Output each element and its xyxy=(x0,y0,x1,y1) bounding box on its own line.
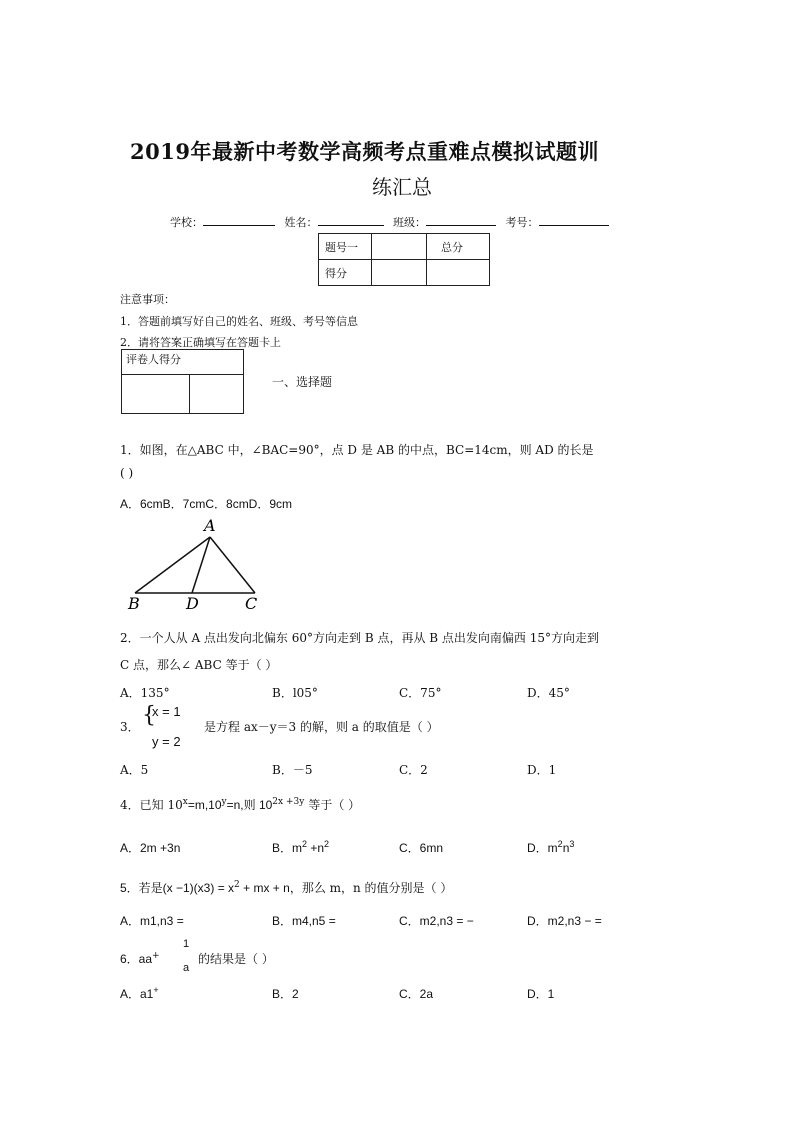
vertex-label-c: C xyxy=(245,594,258,613)
grader-table xyxy=(121,349,244,414)
q2-option-b: B．l05° xyxy=(272,686,318,700)
side-ab xyxy=(135,537,210,593)
notes-heading: 注意事项： xyxy=(120,293,175,306)
q6-option-a: A．a1+ xyxy=(120,985,159,1001)
total-header: 总分 xyxy=(427,234,490,260)
q5-text: 5．若是$(x -1)(x3) = x^2$ + mx + n，那么 m，n 的值分别是（ ） xyxy=(120,880,453,895)
grader-label: 评卷人得分 xyxy=(122,350,190,375)
name-label: 姓名： xyxy=(284,216,318,229)
vertex-label-b: B xyxy=(128,594,140,613)
q5-option-d: D．m2,n3 − = xyxy=(527,914,602,928)
note-2: 2．请将答案正确填写在答题卡上 xyxy=(120,336,281,349)
segment-ad xyxy=(192,537,210,593)
score-table: 题号一 总分 得分 xyxy=(318,233,490,286)
class-field[interactable] xyxy=(426,215,496,226)
q6-fraction-denominator: a xyxy=(183,962,190,974)
q5-option-a: A．m1,n3 = xyxy=(120,914,184,928)
q4-option-a: A．2m +3n xyxy=(120,841,181,855)
q3-text: 是方程 ax－y＝3 的解，则 a 的取值是（ ） xyxy=(204,720,439,734)
q5-option-c: C．m2,n3 = − xyxy=(399,914,474,928)
q3-option-b: B．－5 xyxy=(272,763,313,777)
q3-number: 3． xyxy=(120,720,140,734)
q4-option-d: D．$m^2n^3$ xyxy=(527,839,575,855)
page-title: 2019年最新中考数学高频考点重难点模拟试题训 xyxy=(130,139,599,164)
q3-option-a: A．5 xyxy=(120,763,149,777)
page-title-line2: 练汇总 xyxy=(372,175,432,199)
side-ac xyxy=(210,537,255,593)
info-line xyxy=(170,214,609,230)
q2-line1: 2．一个人从 A 点出发向北偏东 60°方向走到 B 点，再从 B 点出发向南偏西 15°方向走到 xyxy=(120,631,599,645)
number-field[interactable] xyxy=(539,215,609,226)
q4-option-b: B．$m^2 +n^2$ xyxy=(272,839,330,855)
q1-paren: ( ) xyxy=(120,466,134,480)
number-label: 考号： xyxy=(505,216,539,229)
q2-line2: C 点，那么∠ ABC 等于（ ） xyxy=(120,658,278,672)
score-row-label: 得分 xyxy=(319,260,372,286)
school-label: 学校： xyxy=(170,216,203,229)
q5-option-b: B．m4,n5 = xyxy=(272,914,336,928)
q6-option-b: B．2 xyxy=(272,987,299,1001)
score-cell[interactable] xyxy=(372,234,427,260)
q1-text: 1．如图，在△ABC 中，∠BAC=90°，点 D 是 AB 的中点，BC=14cm，则 AD 的长是 xyxy=(120,443,594,457)
q1-options: A．6cmB．7cmC．8cmD．9cm xyxy=(120,497,293,511)
q4-text: 4．已知 $10^x=m,10^y=n$,则 $10^{2x +3y}$ 等于（ ） xyxy=(120,797,361,812)
q6-text: 6．aa+ xyxy=(120,951,160,966)
score-table-header: 题号 xyxy=(325,240,347,254)
score-value-cell[interactable] xyxy=(372,260,427,286)
school-field[interactable] xyxy=(203,215,275,226)
name-field[interactable] xyxy=(318,215,384,226)
q6-option-c: C．2a xyxy=(399,987,434,1001)
q4-option-c: C．6mn xyxy=(399,841,444,855)
q3-brace: { xyxy=(142,703,156,728)
total-value-cell[interactable] xyxy=(427,260,490,286)
grader-score-cell[interactable] xyxy=(189,375,244,414)
vertex-label-a: A xyxy=(204,516,216,535)
note-1: 1．答题前填写好自己的姓名、班级、考号等信息 xyxy=(120,315,358,328)
q2-option-d: D．45° xyxy=(527,686,570,700)
q2-option-c: C．75° xyxy=(399,686,442,700)
q6-post: 的结果是（ ） xyxy=(198,952,274,966)
q6-option-d: D．1 xyxy=(527,987,555,1001)
point-label-d: D xyxy=(186,594,199,613)
q2-option-a: A．135° xyxy=(120,686,170,700)
q3-x-eq: x = 1 xyxy=(152,704,181,719)
grader-cell[interactable] xyxy=(122,375,190,414)
section-heading: 一、选择题 xyxy=(272,375,333,389)
q3-y-eq: y = 2 xyxy=(152,734,181,749)
q3-option-c: C．2 xyxy=(399,763,428,777)
q6-fraction-numerator: 1 xyxy=(183,938,190,950)
q1-triangle-figure xyxy=(120,515,270,615)
q3-option-d: D．1 xyxy=(527,763,557,777)
class-label: 班级： xyxy=(393,216,426,229)
